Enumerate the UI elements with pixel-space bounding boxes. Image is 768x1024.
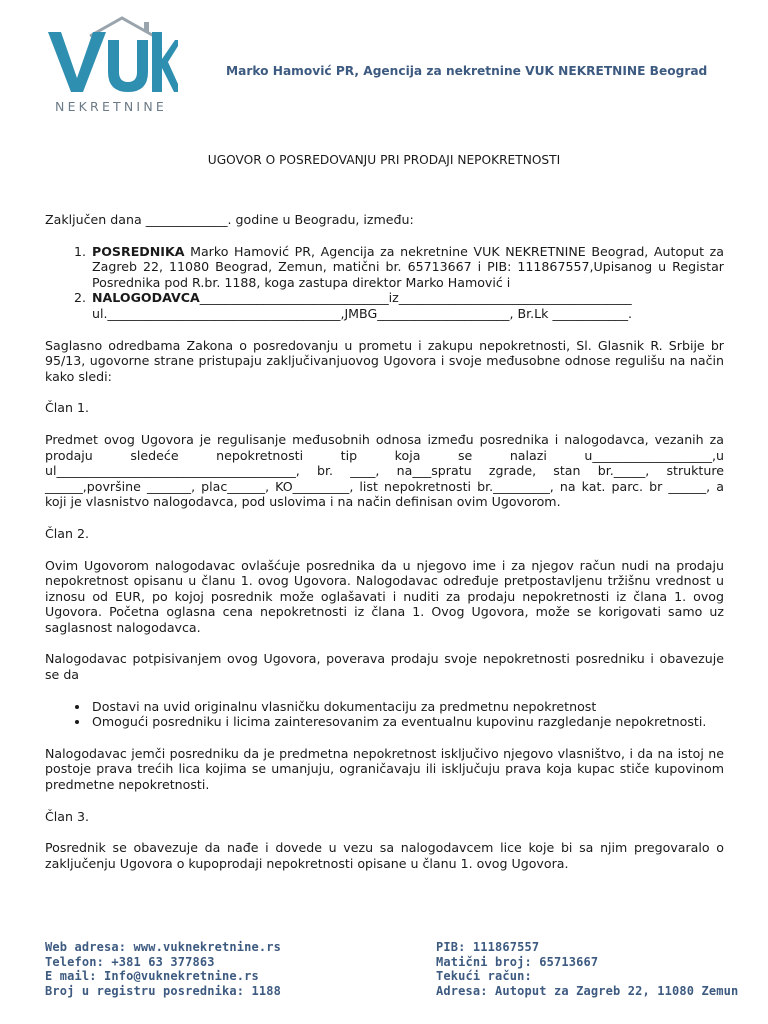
clan-2-text: Ovim Ugovorom nalogodavac ovlašćuje posrednika da u njegovo ime i za njegov račun nudi na prodaju nepokretnost opisanu u članu 1. ovog Ugovora. Nalogodavac određuje pretpostavljenu tržišnu vrednost u iznosu od EUR, po kojoj posrednik može oglašavati i nuditi za prodaju nepokretnosti iz člana 1. ovog Ugovora. Početna oglasna cena nepokretnosti iz člana 1. Ovog Ugovora, može se korigovati samo uz saglasnost nalogodavca. (45, 557, 724, 635)
party-text: ______________________________iz_____________________________________ ul._____________________________________,JMBG_____________________, Br.Lk ____________. (92, 290, 633, 321)
party-label: NALOGODAVCA (92, 290, 200, 306)
logo-subtext: NEKRETNINE (55, 99, 167, 114)
party-label: POSREDNIKA (92, 243, 185, 259)
footer-phone: Telefon: +381 63 377863 (45, 954, 215, 969)
footer-pib: PIB: 111867557 (436, 940, 540, 954)
list-item: • Omogući posredniku i licima zainteresovanim za eventualnu kupovinu razgledanje nepokretnosti. (90, 714, 724, 730)
agency-header: Marko Hamović PR, Agencija za nekretnine VUK NEKRETNINE Beograd (226, 64, 708, 78)
obligations-list (45, 699, 724, 730)
clan-3-heading: Član 3. (45, 808, 90, 824)
footer-account: Tekući račun: (436, 969, 532, 984)
nalogodavac-paragraph: Nalogodavac potpisivanjem ovog Ugovora, poverava prodaju svoje nepokretnosti posredniku i obavezuje se da (45, 651, 724, 683)
party-posrednik (90, 244, 724, 291)
footer-web: Web adresa: www.vuknekretnine.rs (45, 940, 281, 954)
intro-line: Zaključen dana _____________. godine u Beogradu, između: (45, 212, 414, 227)
contract-title: UGOVOR O POSREDOVANJU PRI PRODAJI NEPOKRETNOSTI (207, 153, 561, 167)
vuk-nekretnine-logo (44, 14, 178, 118)
clan-3-text: Posrednik se obavezuje da nađe i dovede u vezu sa nalogodavcem lice koje bi sa njim pregovaralo o zaključenju Ugovora o kupoprodaji nepokretnosti opisane u članu 1. ovog Ugovora. (45, 840, 724, 871)
clan-2-heading: Član 2. (45, 525, 90, 541)
footer-company (436, 940, 738, 999)
jemci-paragraph: Nalogodavac jemči posredniku da je predmetna nepokretnost isključivo njegovo vlasništvo, i da na istoj ne postoje prava trećih lica kojima se umanjuju, ograničavaju ili isključuju prava koja kupac stiče kupovinom predmetne nepokretnosti. (45, 745, 724, 793)
footer-email: E mail: Info@vuknekretnine.rs (45, 969, 259, 984)
footer-address: Adresa: Autoput za Zagreb 22, 11080 Zemun (436, 984, 739, 999)
party-nalogodavac (90, 290, 724, 321)
law-paragraph: Saglasno odredbama Zakona o posredovanju u prometu i zakupu nepokretnosti, Sl. Glasnik R. Srbije br 95/13, ugovorne strane pristupaju zaključivanjuovog Ugovora i svoje međusobne odnose regulišu na način kako sledi: (45, 337, 724, 384)
party-text: Marko Hamović PR, Agencija za nekretnine VUK NEKRETNINE Beograd, Autoput za Zagreb 22, 11080 Beograd, Zemun, matični br. 65713667 i PIB: 111867557,Upisanog u Registar Posrednika pod R.br. 1188, koga zastupa direktor Marko Hamović i (92, 243, 724, 290)
contract-body (45, 212, 724, 871)
footer-registry: Broj u registru posrednika: 1188 (45, 984, 281, 999)
footer-contact (45, 940, 281, 999)
parties-list (45, 244, 724, 322)
list-item: • Dostavi na uvid originalnu vlasničku dokumentaciju za predmetnu nepokretnost (90, 699, 724, 715)
clan-1-text: Predmet ovog Ugovora je regulisanje međusobnih odnosa između posrednika i nalogodavca, vezanih za prodaju sledeće nepokretnosti tip koja se nalazi u___________________,u ul______________________________________, br. ____, na___spratu zgrade, stan br._____, strukture ______,površine _______, plac______, KO_________, list nepokretnosti br._________, na kat. parc. br ______, a koji je vlasnistvo nalogodavca, pod uslovima i na način definisan ovim Ugovorom. (45, 431, 724, 510)
clan-1-heading: Član 1. (45, 400, 90, 416)
footer-mb: Matični broj: 65713667 (436, 954, 599, 969)
